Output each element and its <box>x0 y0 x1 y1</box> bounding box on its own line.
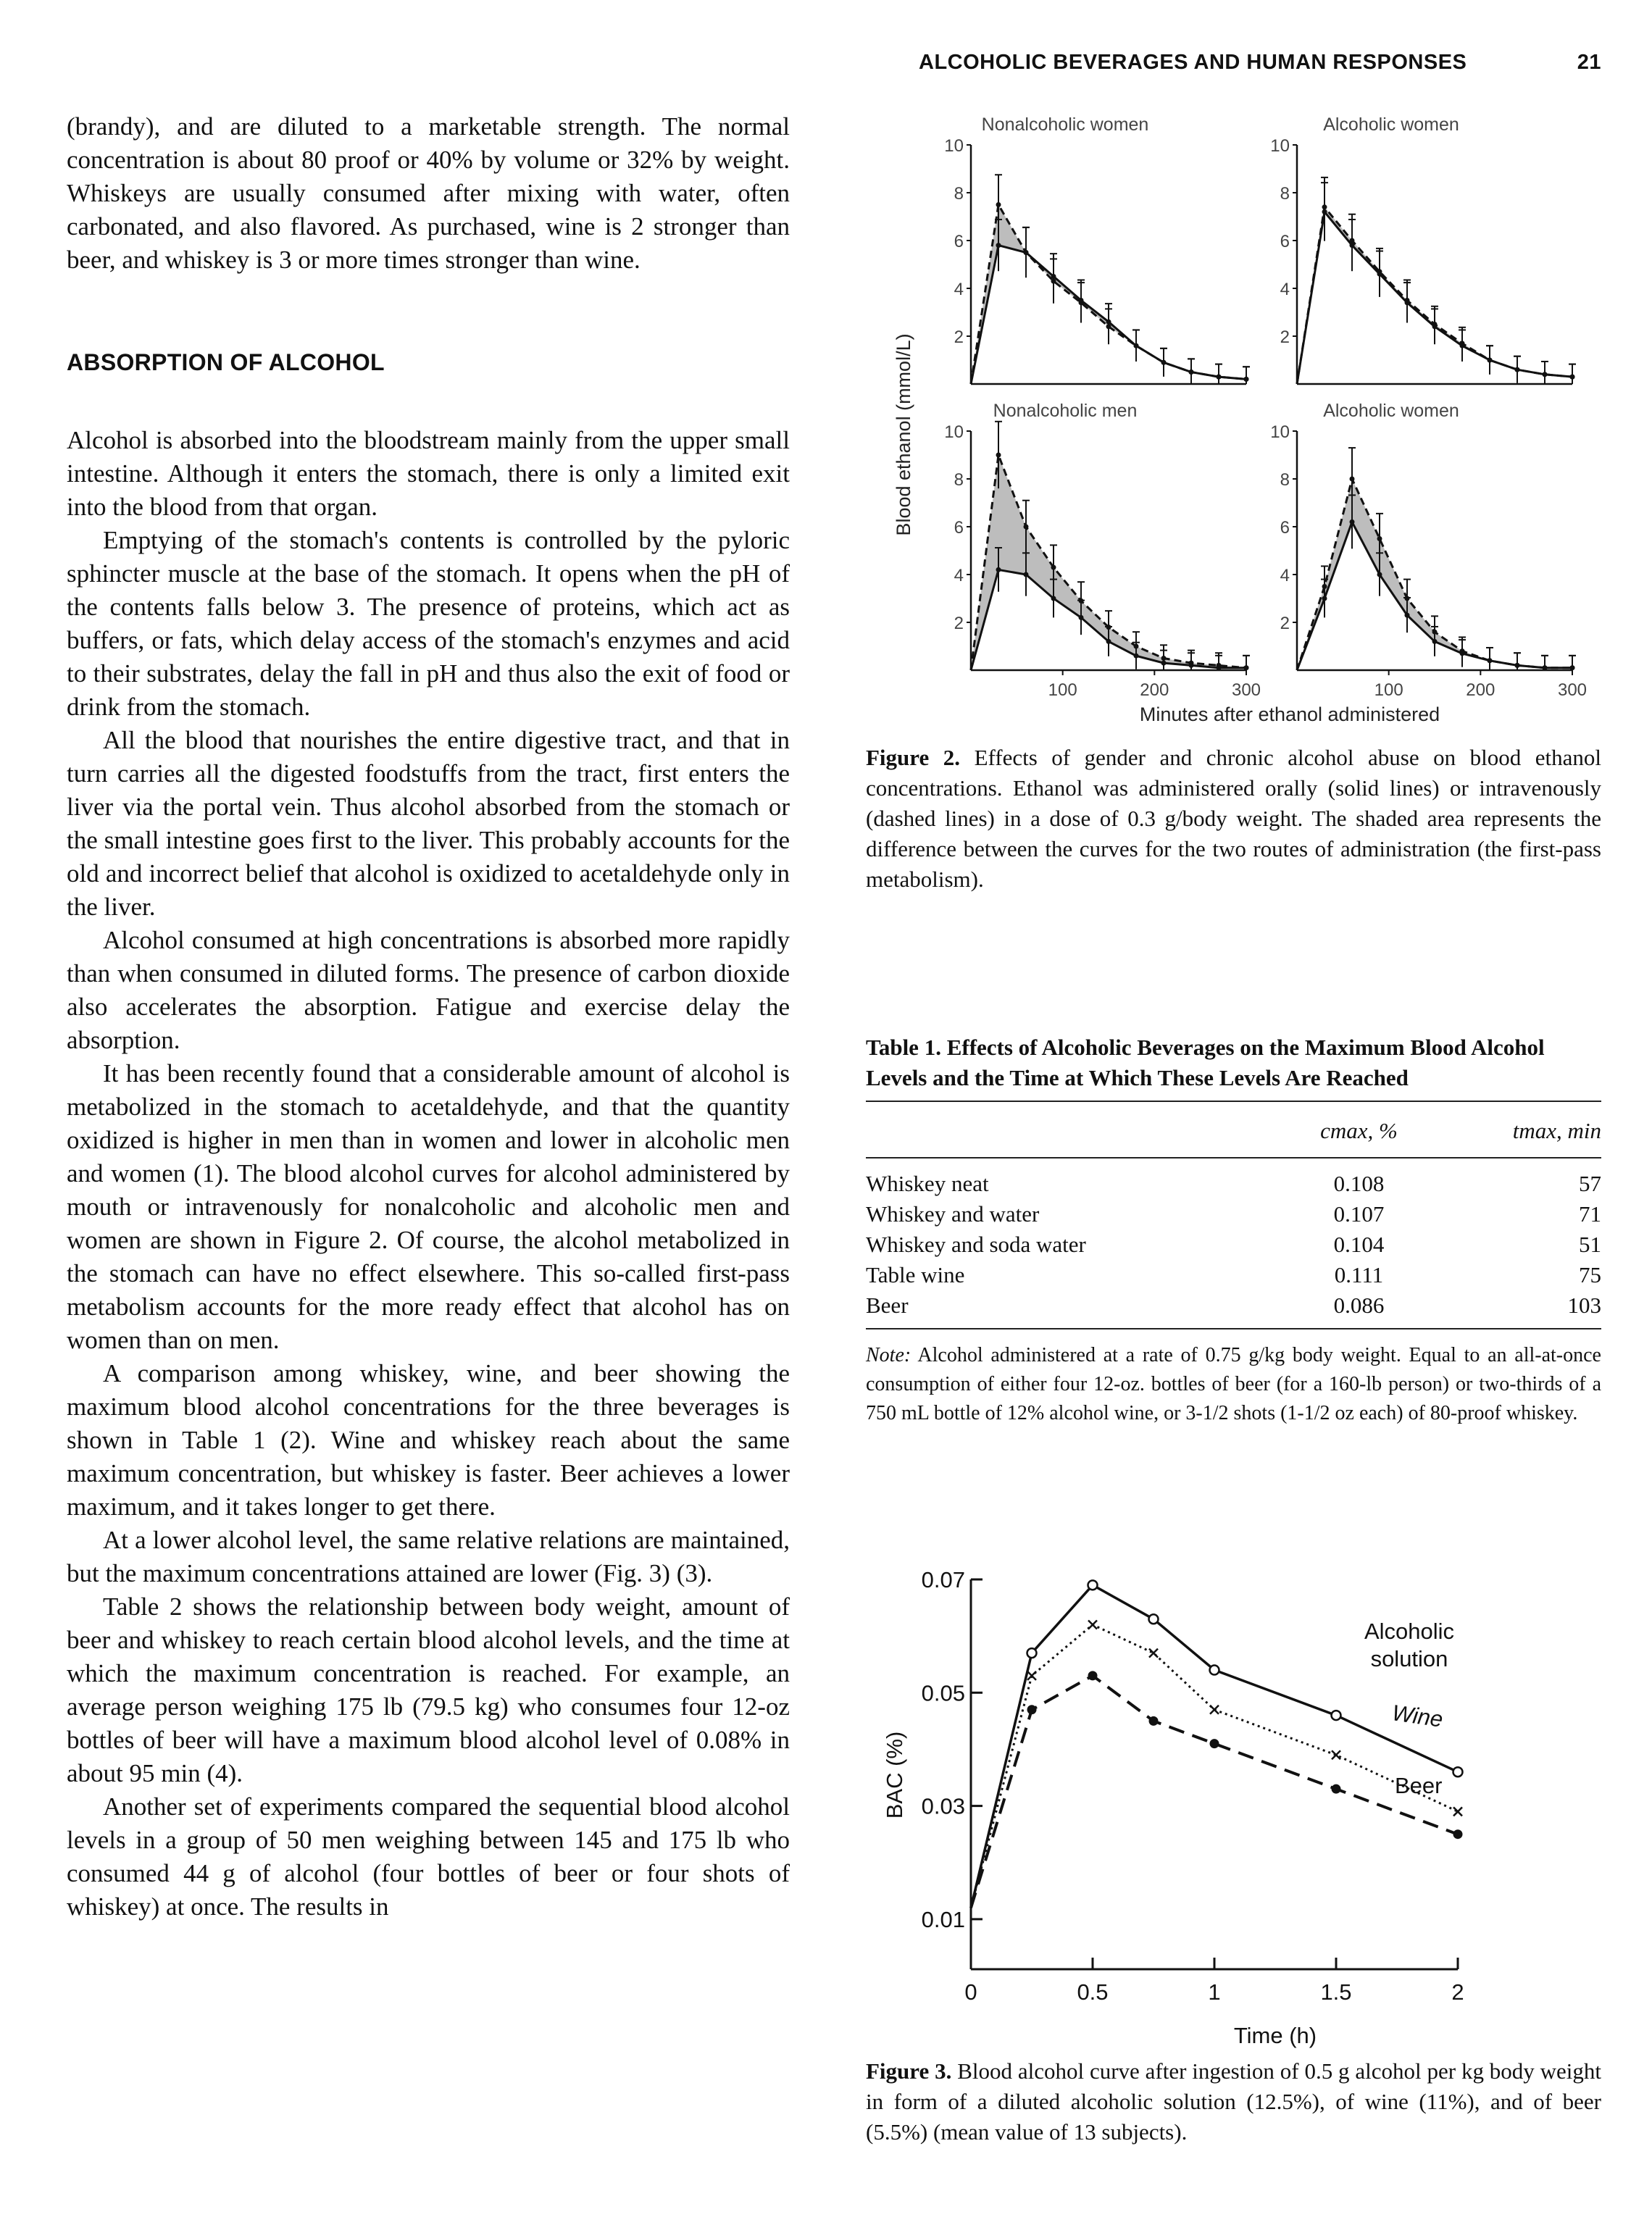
figure-2 <box>884 109 1594 732</box>
table-1-title: Table 1. Effects of Alcoholic Beverages on the Maximum Blood Alcohol Levels and the Time at Which These Levels Are Reached <box>866 1035 1545 1090</box>
table-row <box>866 1199 1601 1229</box>
fig2-y-tick-label: 2 <box>954 327 964 347</box>
row-tmax: 57 <box>1579 1171 1601 1196</box>
fig2-point <box>1051 596 1056 601</box>
fig3-label-wine: Wine <box>1390 1700 1445 1732</box>
fig2-point <box>996 202 1001 207</box>
fig2-y-tick-label: 8 <box>954 470 964 490</box>
fig2-point <box>996 453 1001 458</box>
fig2-y-tick-label: 6 <box>954 518 964 538</box>
fig2-y-tick-label: 2 <box>1280 327 1290 347</box>
fig3-point <box>1027 1648 1037 1658</box>
left-column <box>67 110 790 1924</box>
fig2-x-tick-label: 100 <box>1048 680 1077 700</box>
fig2-x-tick-label: 200 <box>1140 680 1169 700</box>
fig2-series-line <box>1297 212 1572 384</box>
fig2-point <box>1217 665 1222 670</box>
table-header-tmax: tmax, min <box>1432 1101 1601 1158</box>
fig2-x-tick-label: 300 <box>1231 680 1261 700</box>
fig2-x-tick-label: 300 <box>1557 680 1588 700</box>
fig2-point <box>1189 663 1194 668</box>
fig3-x-tick-label: 1.5 <box>1320 1979 1352 2005</box>
table-header-blank <box>866 1101 1285 1158</box>
running-title: ALCOHOLIC BEVERAGES AND HUMAN RESPONSES <box>919 51 1467 74</box>
fig2-x-label: Minutes after ethanol administered <box>1139 703 1440 725</box>
paragraph-5: Alcohol consumed at high concentrations is absorbed more rapidly than when consumed in diluted forms. The presence of carbon dioxide also accelerates the absorption. Fatigue and exercise delay the absorption. <box>67 926 790 1054</box>
row-cmax: 0.108 <box>1333 1171 1385 1196</box>
fig3-caption-label: Figure 3. <box>866 2058 952 2084</box>
fig2-point <box>1405 613 1410 618</box>
fig2-point <box>1161 360 1167 365</box>
row-name: Whiskey and water <box>866 1201 1040 1227</box>
fig2-point <box>1189 370 1194 375</box>
fig2-caption-text: Effects of gender and chronic alcohol abuse on blood ethanol concentrations. Ethanol was administered orally (solid lines) or intravenously (dashed lines) in a dose of 0.3 g/body weight. The shaded area represents the difference between the curves for the two routes of administration (the first-pass metabolism). <box>866 745 1602 892</box>
figure-3 <box>869 1558 1601 2050</box>
fig2-point <box>1570 665 1575 670</box>
fig3-label-beer: Beer <box>1395 1773 1443 1798</box>
fig3-x-tick-label: 2 <box>1451 1979 1464 2005</box>
row-name: Whiskey neat <box>866 1171 989 1196</box>
fig2-point <box>1322 209 1327 214</box>
fig3-point <box>1453 1829 1463 1839</box>
row-cmax: 0.107 <box>1333 1201 1385 1227</box>
fig2-point <box>1134 343 1139 348</box>
table-row <box>866 1290 1601 1329</box>
fig2-point <box>1217 375 1222 380</box>
table-row <box>866 1158 1601 1199</box>
figure-2-chart <box>884 109 1594 732</box>
fig2-series-line <box>1297 207 1572 384</box>
fig2-y-tick-label: 2 <box>1280 614 1290 633</box>
fig2-point <box>1377 536 1382 541</box>
fig2-caption-label: Figure 2. <box>866 745 961 770</box>
paragraph-8: At a lower alcohol level, the same relative relations are maintained, but the maximum concentrations attained are lower (Fig. 3) (3). <box>67 1526 790 1587</box>
table-1-grid <box>866 1101 1601 1329</box>
paragraph-3: Emptying of the stomach's contents is controlled by the pyloric sphincter muscle at the base of the stomach. It opens when the pH of the contents falls below 3. The presence of proteins, which act as buffers, or fats, which delay access of the stomach's enzymes and acid to their substrates, delay the fall in pH and thus also the exit of food or drink from the stomach. <box>67 526 790 721</box>
figure-3-chart <box>869 1558 1601 2050</box>
fig3-x-tick-label: 0 <box>964 1979 977 2005</box>
fig3-point <box>1088 1671 1098 1680</box>
fig2-point <box>996 243 1001 248</box>
row-name: Beer <box>866 1290 1285 1329</box>
table-1 <box>866 1032 1601 1428</box>
fig3-point <box>1210 1705 1219 1714</box>
fig3-x-label: Time (h) <box>1233 2023 1317 2048</box>
table-header-cmax: cmax, % <box>1285 1101 1432 1158</box>
fig2-point <box>1377 572 1382 577</box>
paragraph-6: It has been recently found that a considerable amount of alcohol is metabolized in the stomach to acetaldehyde, and that the quantity oxidized is higher in men than in women and lower in alcoholic men and women (1). The blood alcohol curves for alcohol administered by mouth or intravenously for nonalcoholic and alcoholic men and women are shown in Figure 2. Of course, the alcohol metabolized in the stomach can have no effect elsewhere. This so-called first-pass metabolism accounts for the more ready effect that alcohol has on women than on men. <box>67 1059 790 1354</box>
fig2-point <box>1515 663 1520 668</box>
fig2-y-tick-label: 4 <box>1280 566 1290 585</box>
fig3-y-tick-label: 0.07 <box>921 1567 965 1592</box>
fig3-caption-text: Blood alcohol curve after ingestion of 0.5 g alcohol per kg body weight in form of a diluted alcoholic solution (12.5%), of wine (11%), and of beer (5.5%) (mean value of 13 subjects). <box>866 2058 1602 2145</box>
row-cmax: 0.111 <box>1334 1262 1384 1287</box>
fig3-point <box>1149 1614 1159 1624</box>
row-tmax: 103 <box>1432 1290 1601 1329</box>
fig2-point <box>1106 320 1111 325</box>
fig2-point <box>1024 525 1029 530</box>
paragraph-7: A comparison among whiskey, wine, and beer showing the maximum blood alcohol concentrations for the three beverages is shown in Table 1 (2). Wine and whiskey reach about the same maximum concentration, but whiskey is faster. Beer achieves a lower maximum, and it takes longer to get there. <box>67 1359 790 1521</box>
fig2-y-tick-label: 10 <box>944 136 964 156</box>
fig3-label-alcoholic-1: Alcoholic <box>1364 1619 1455 1644</box>
fig2-point <box>1024 250 1029 255</box>
fig3-point <box>1088 1580 1098 1590</box>
fig2-y-tick-label: 2 <box>954 614 964 633</box>
row-name: Whiskey and soda water <box>866 1232 1086 1257</box>
fig2-y-tick-label: 6 <box>954 232 964 251</box>
fig2-point <box>1460 651 1465 656</box>
table-1-note <box>866 1341 1601 1428</box>
table-row <box>866 1229 1601 1260</box>
row-tmax: 51 <box>1579 1232 1601 1257</box>
fig3-point <box>1027 1705 1037 1714</box>
row-tmax: 71 <box>1579 1201 1601 1227</box>
fig2-point <box>1161 661 1167 666</box>
fig2-panel-title-tr: Alcoholic women <box>1323 114 1459 135</box>
fig2-panel-title-br: Alcoholic women <box>1323 401 1459 421</box>
fig3-x-tick-label: 0.5 <box>1077 1979 1109 2005</box>
fig2-point <box>1350 243 1355 248</box>
paragraph-1: (brandy), and are diluted to a marketable strength. The normal concentration is about 80 proof or 40% by volume or 32% by weight. Whiskeys are usually consumed after mixing with water, often carbonated, and also flavored. As purchased, wine is 2 stronger than beer, and whiskey is 3 or more times stronger than wine. <box>67 112 790 274</box>
fig2-point <box>996 567 1001 572</box>
fig3-point <box>1332 1784 1341 1794</box>
fig3-x-tick-label: 1 <box>1208 1979 1221 2005</box>
fig3-y-tick-label: 0.03 <box>921 1793 965 1819</box>
page-number: 21 <box>1577 51 1601 74</box>
fig2-point <box>1134 654 1139 659</box>
fig3-point <box>1332 1750 1340 1759</box>
fig2-y-tick-label: 10 <box>944 422 964 442</box>
fig3-point <box>1453 1807 1462 1816</box>
fig2-point <box>1051 565 1056 570</box>
fig2-y-tick-label: 6 <box>1280 232 1290 251</box>
fig2-panel-title-bl: Nonalcoholic men <box>993 401 1138 421</box>
fig2-x-tick-label: 100 <box>1374 680 1403 700</box>
fig2-point <box>1515 367 1520 372</box>
fig2-point <box>1106 639 1111 644</box>
fig2-point <box>1488 658 1493 663</box>
paragraph-4: All the blood that nourishes the entire digestive tract, and that in turn carries all the digested foodstuffs from the tract, first enters the liver via the portal vein. Thus alcohol absorbed from the stomach or the small intestine goes first to the liver. This probably accounts for the old and incorrect belief that alcohol is oxidized to acetaldehyde only in the liver. <box>67 726 790 921</box>
fig2-point <box>1024 572 1029 577</box>
fig2-y-tick-label: 10 <box>1270 422 1290 442</box>
row-cmax: 0.086 <box>1285 1290 1432 1329</box>
fig3-point <box>1210 1666 1219 1675</box>
fig3-point <box>1149 1716 1159 1726</box>
fig3-point <box>1027 1671 1036 1680</box>
fig2-y-tick-label: 8 <box>954 184 964 204</box>
fig2-point <box>1405 300 1410 305</box>
row-name: Table wine <box>866 1262 965 1287</box>
fig3-point <box>1453 1767 1463 1776</box>
paragraph-10: Another set of experiments compared the sequential blood alcohol levels in a group of 50 men weighing between 145 and 175 lb who consumed 44 g of alcohol (four bottles of beer or four shots of whiskey) at once. The results in <box>67 1792 790 1921</box>
fig3-point <box>1210 1739 1219 1748</box>
fig2-point <box>1079 298 1084 303</box>
fig2-point <box>1079 615 1084 620</box>
fig2-point <box>1432 324 1438 329</box>
fig2-y-tick-label: 4 <box>954 280 964 299</box>
paragraph-9: Table 2 shows the relationship between body weight, amount of beer and whiskey to reach certain blood alcohol levels, and the time at which the maximum concentration is reached. For example, an average person weighing 175 lb (79.5 kg) who consumes four 12-oz bottles of beer will have a maximum blood alcohol level of 0.08% in about 95 min (4). <box>67 1592 790 1787</box>
fig3-y-tick-label: 0.01 <box>921 1906 965 1932</box>
fig2-point <box>1432 639 1438 644</box>
fig2-point <box>1377 272 1382 277</box>
fig2-shaded-area <box>971 205 1246 385</box>
fig2-point <box>1350 519 1355 525</box>
fig2-point <box>1460 343 1465 348</box>
figure-2-caption <box>866 743 1601 895</box>
fig3-y-label: BAC (%) <box>882 1731 907 1819</box>
fig2-point <box>1488 358 1493 363</box>
fig2-point <box>1244 377 1249 382</box>
fig3-point <box>1332 1711 1341 1720</box>
fig2-y-tick-label: 6 <box>1280 518 1290 538</box>
fig2-point <box>1322 596 1327 601</box>
section-heading: ABSORPTION OF ALCOHOL <box>67 349 385 375</box>
row-cmax: 0.104 <box>1333 1232 1385 1257</box>
figure-3-caption <box>866 2056 1601 2147</box>
fig2-y-tick-label: 10 <box>1270 136 1290 156</box>
fig2-x-tick-label: 200 <box>1466 680 1495 700</box>
fig2-y-tick-label: 4 <box>1280 280 1290 299</box>
fig2-point <box>1051 274 1056 279</box>
fig2-y-tick-label: 4 <box>954 566 964 585</box>
fig2-point <box>1244 665 1249 670</box>
paragraph-2: Alcohol is absorbed into the bloodstream mainly from the upper small intestine. Although it enters the stomach, there is only a limited exit into the blood from that organ. <box>67 426 790 521</box>
fig2-y-tick-label: 8 <box>1280 470 1290 490</box>
fig3-point <box>1149 1649 1158 1658</box>
fig2-shaded-area <box>1297 207 1572 384</box>
fig3-label-alcoholic-2: solution <box>1370 1646 1448 1671</box>
fig2-point <box>1543 665 1548 670</box>
table-note-label: Note: <box>866 1344 911 1366</box>
fig2-panel-title-tl: Nonalcoholic women <box>981 114 1149 135</box>
fig2-y-tick-label: 8 <box>1280 184 1290 204</box>
fig2-y-label: Blood ethanol (mmol/L) <box>893 333 914 536</box>
row-tmax: 75 <box>1579 1262 1601 1287</box>
fig2-point <box>1543 372 1548 377</box>
fig2-point <box>1350 477 1355 482</box>
table-note-text: Alcohol administered at a rate of 0.75 g/kg body weight. Equal to an all-at-once consumption of either four 12-oz. bottles of beer (for a 160-lb person) or two-thirds of a 750 mL bottle of 12% alcohol wine, or 3-1/2 shots (1-1/2 oz each) of 80-proof whiskey. <box>866 1344 1601 1424</box>
fig3-y-tick-label: 0.05 <box>921 1680 965 1706</box>
fig3-point <box>1088 1621 1097 1629</box>
table-header-row <box>866 1101 1601 1158</box>
fig2-point <box>1570 375 1575 380</box>
table-row <box>866 1260 1601 1290</box>
